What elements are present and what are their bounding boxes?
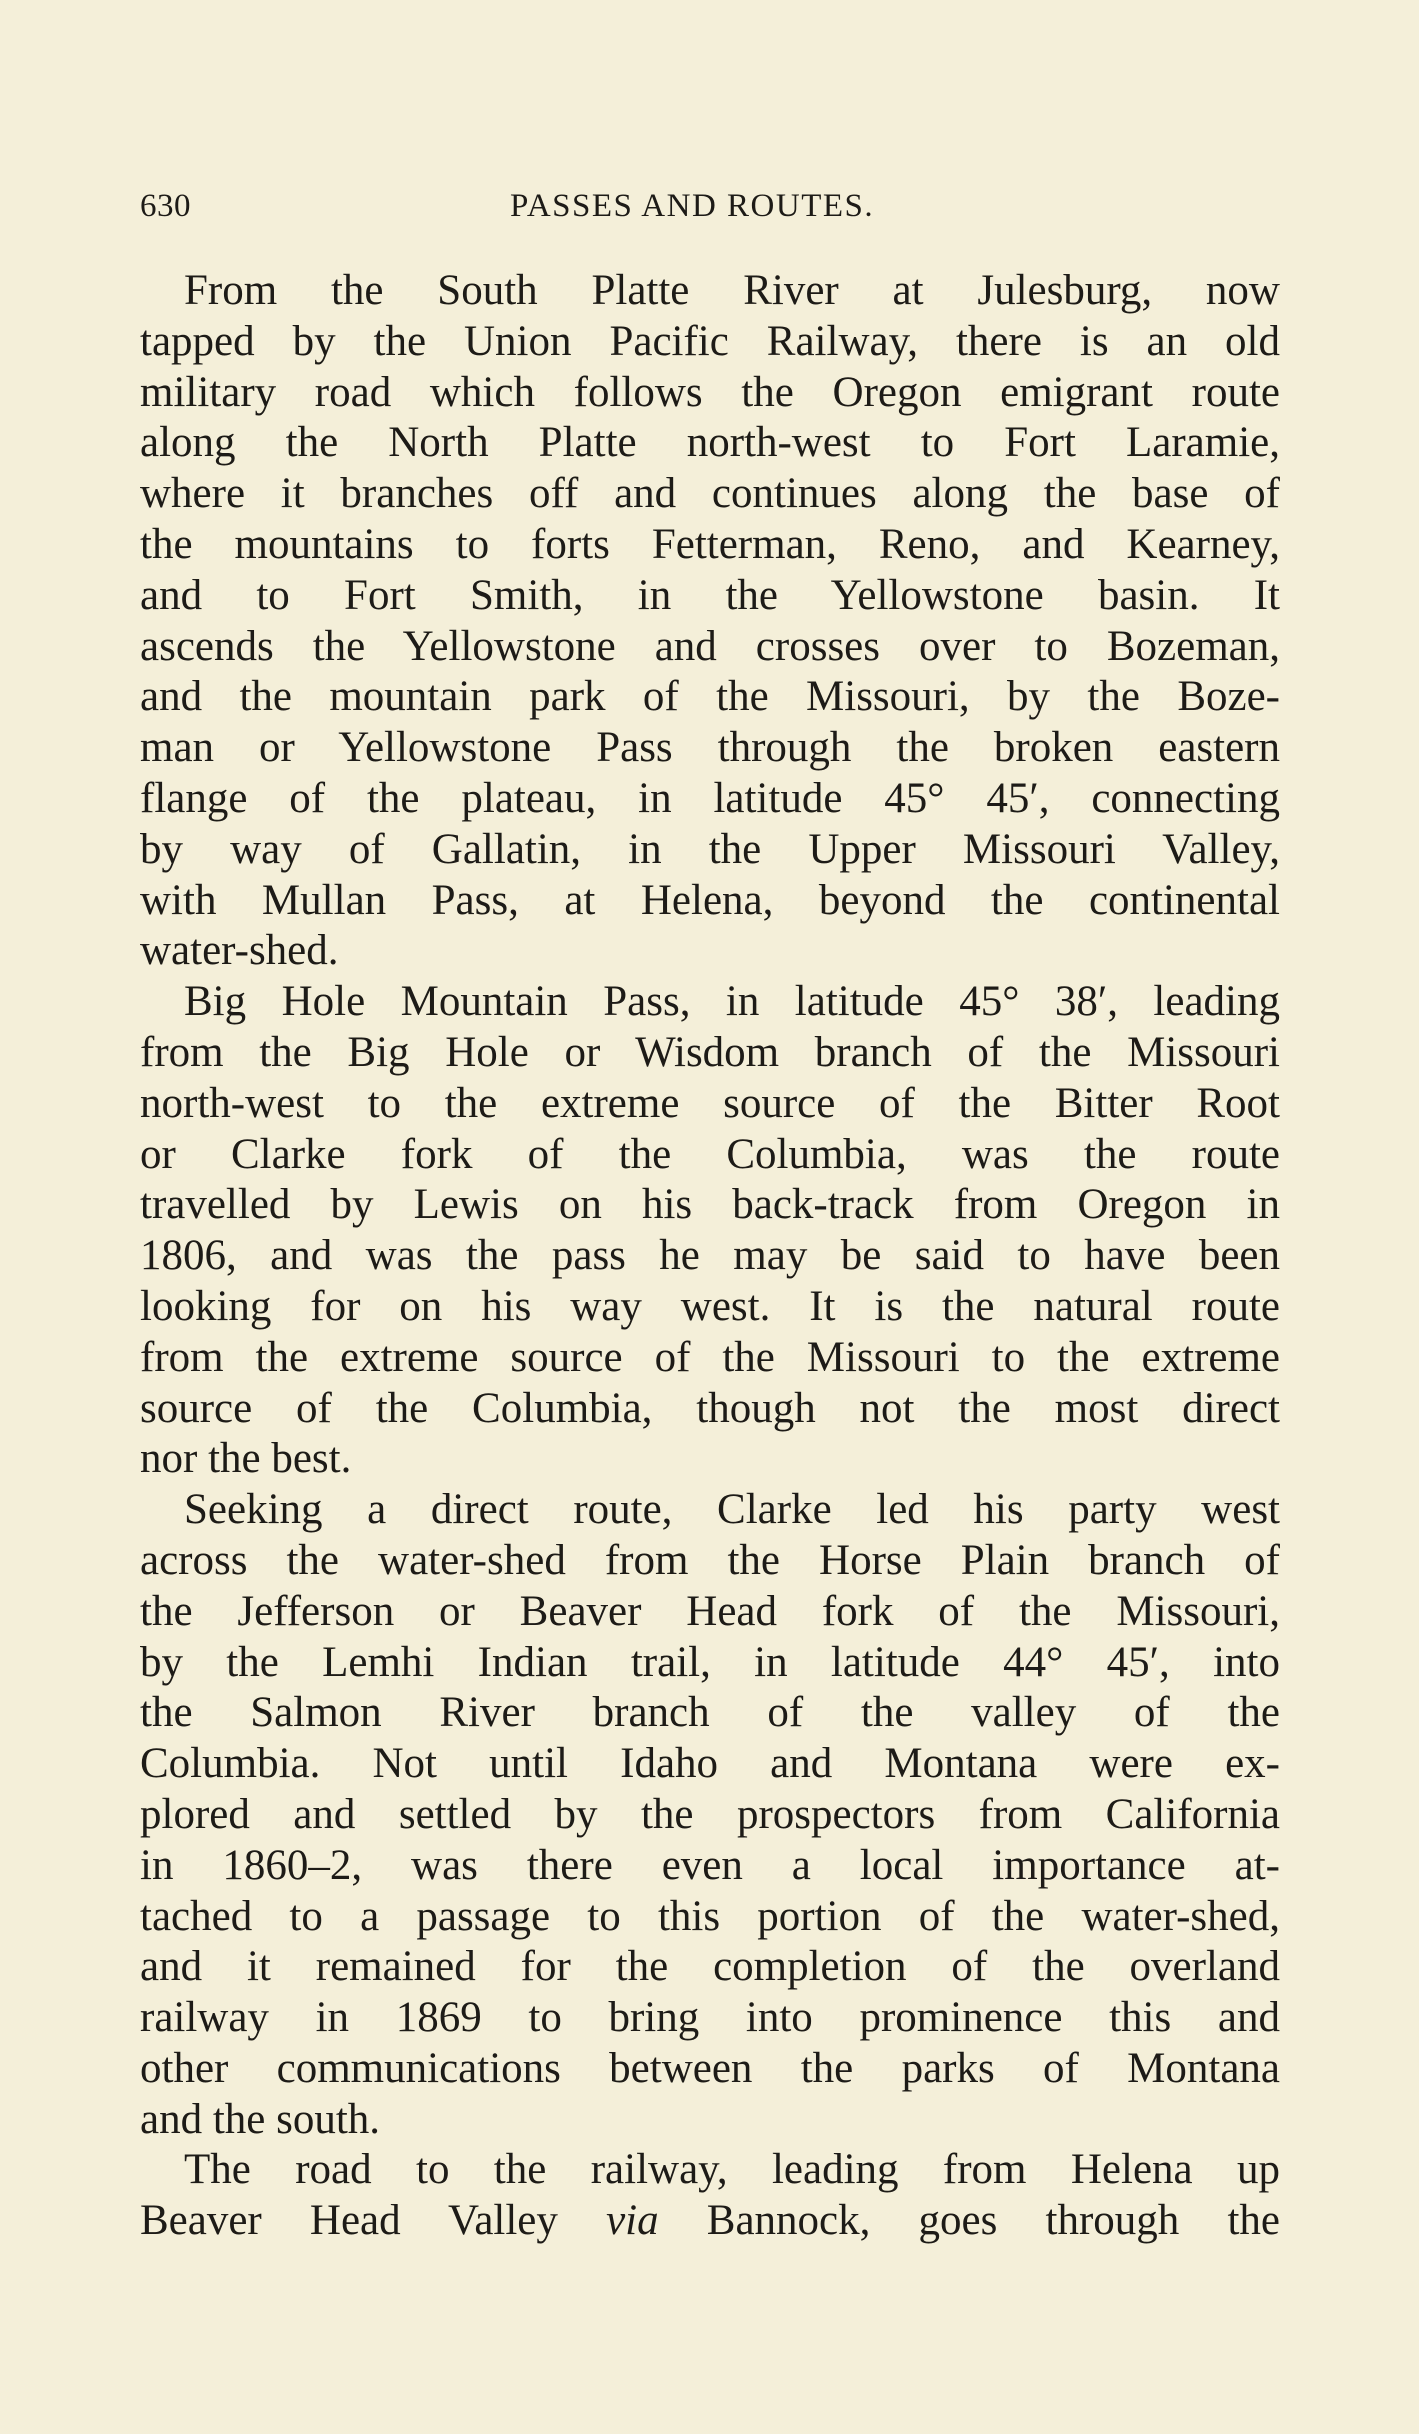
text-segment: Beaver Head Valley — [140, 2197, 607, 2245]
text-line: travelled by Lewis on his back-track from Oregon in — [140, 1181, 1280, 1229]
italic-word: via — [606, 2197, 659, 2245]
paragraph-big-hole-pass — [140, 977, 1280, 1485]
text-line: and it remained for the completion of the overland — [140, 1943, 1280, 1991]
text-line: The road to the railway, leading from Helena up — [184, 2146, 1280, 2194]
text-line: flange of the plateau, in latitude 45° 45′, connecting — [140, 774, 1280, 822]
running-title: PASSES AND ROUTES. — [510, 188, 875, 224]
text-line: tached to a passage to this portion of the water-shed, — [140, 1892, 1280, 1940]
text-line: across the water-shed from the Horse Plain branch of — [140, 1536, 1280, 1584]
body-text — [140, 266, 1280, 2247]
text-line: Big Hole Mountain Pass, in latitude 45° 38′, leading — [184, 978, 1280, 1026]
text-line: ascends the Yellowstone and crosses over to Bozeman, — [140, 622, 1280, 670]
text-line: looking for on his way west. It is the natural route — [140, 1282, 1280, 1330]
text-line: the mountains to forts Fetterman, Reno, and Kearney, — [140, 520, 1280, 568]
text-line: 1806, and was the pass he may be said to have been — [140, 1232, 1280, 1280]
text-line: and the south. — [140, 2095, 381, 2143]
paragraph-railway-road — [140, 2145, 1280, 2247]
text-line: military road which follows the Oregon emigrant route — [140, 368, 1280, 416]
text-line: from the extreme source of the Missouri to the extreme — [140, 1333, 1280, 1381]
text-line: Columbia. Not until Idaho and Montana were ex- — [140, 1740, 1280, 1788]
text-line: man or Yellowstone Pass through the broken eastern — [140, 724, 1280, 772]
text-line: or Clarke fork of the Columbia, was the route — [140, 1130, 1280, 1178]
paragraph-oregon-route — [140, 266, 1280, 977]
text-line: water-shed. — [140, 927, 339, 975]
text-line: source of the Columbia, though not the most direct — [140, 1384, 1280, 1432]
text-line: nor the best. — [140, 1435, 352, 1483]
paragraph-lemhi-trail — [140, 1485, 1280, 2145]
text-segment: Bannock, goes through the — [658, 2197, 1280, 2245]
text-line: in 1860–2, was there even a local importance at- — [140, 1841, 1280, 1889]
text-line: from the Big Hole or Wisdom branch of the Missouri — [140, 1028, 1280, 1076]
text-line-with-italic — [140, 2196, 1280, 2247]
text-line: From the South Platte River at Julesburg, now — [184, 267, 1280, 314]
text-line: along the North Platte north-west to Fort Laramie, — [140, 419, 1280, 467]
text-line: other communications between the parks of Montana — [140, 2044, 1280, 2092]
text-line: Seeking a direct route, Clarke led his party west — [184, 1486, 1280, 1534]
text-line: the Salmon River branch of the valley of the — [140, 1689, 1280, 1737]
text-line: and the mountain park of the Missouri, by the Boze- — [140, 673, 1280, 721]
text-line: by way of Gallatin, in the Upper Missouri Valley, — [140, 825, 1280, 873]
text-line: by the Lemhi Indian trail, in latitude 44° 45′, into — [140, 1638, 1280, 1686]
text-line: and to Fort Smith, in the Yellowstone basin. It — [140, 571, 1280, 619]
text-line: plored and settled by the prospectors from California — [140, 1790, 1280, 1838]
text-line: north-west to the extreme source of the Bitter Root — [140, 1079, 1280, 1127]
text-line: with Mullan Pass, at Helena, beyond the continental — [140, 876, 1280, 924]
running-head — [140, 188, 1280, 238]
page-number: 630 — [140, 188, 191, 224]
text-line: where it branches off and continues along the base of — [140, 470, 1280, 518]
text-line: the Jefferson or Beaver Head fork of the Missouri, — [140, 1587, 1280, 1635]
text-line: tapped by the Union Pacific Railway, there is an old — [140, 317, 1280, 365]
text-line: railway in 1869 to bring into prominence this and — [140, 1994, 1280, 2042]
